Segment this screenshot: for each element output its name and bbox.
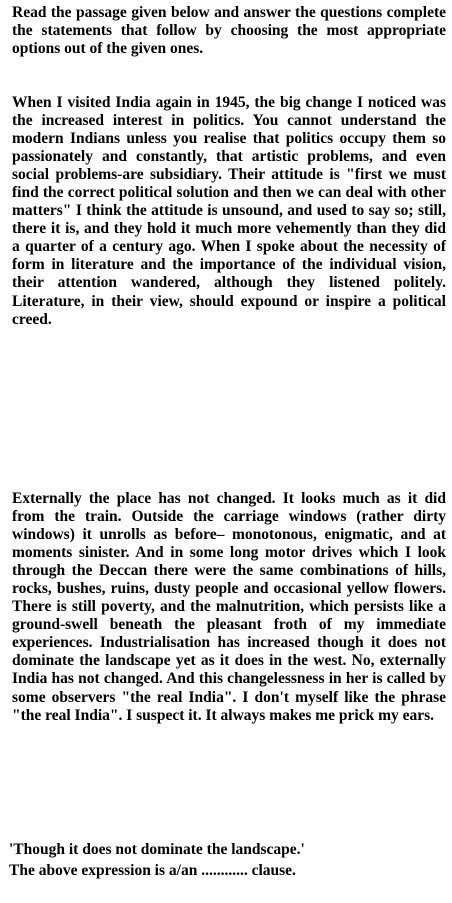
- passage-paragraph-1: When I visited India again in 1945, the big change I noticed was the increased interest in politics. You cannot understand the modern Indians unless you realise that politics occupy them so passionately and constantly, that artistic problems, and even social problems-are subsidiary. Their attitude is "first we must find the correct political solution and then we can deal with other matters" I think the attitude is unsound, and used to say so; still, there it is, and they hold it much more vehemently than they did a quarter of a century ago. When I spoke about the necessity of form in literature and the importance of the individual vision, their attention wandered, although they listened politely. Literature, in their view, should expound or inspire a political creed.: [12, 94, 446, 328]
- question-quote: 'Though it does not dominate the landscape.': [9, 841, 305, 858]
- passage-paragraph-2: Externally the place has not changed. It looks much as it did from the train. Outside the carriage windows (rather dirty windows) it unrolls as before– monotonous, enigmatic, and at moments sinister. And in some long motor drives which I look through the Deccan there were the same combinations of hills, rocks, bushes, ruins, dusty people and occasional yellow flowers. There is still poverty, and the malnutrition, which persists like a ground-swell beneath the pleasant froth of my immediate experiences. Industrialisation has increased though it does not dominate the landscape yet as it does in the west. No, externally India has not changed. And this changelessness in her is called by some observers "the real India". I don't myself like the phrase "the real India". I suspect it. It always makes me prick my ears.: [12, 490, 446, 724]
- instructions-text: Read the passage given below and answer the questions complete the statements that follow by choosing the most appropriate options out of the given ones.: [12, 4, 446, 58]
- question-prompt: The above expression is a/an ............ clause.: [9, 862, 296, 879]
